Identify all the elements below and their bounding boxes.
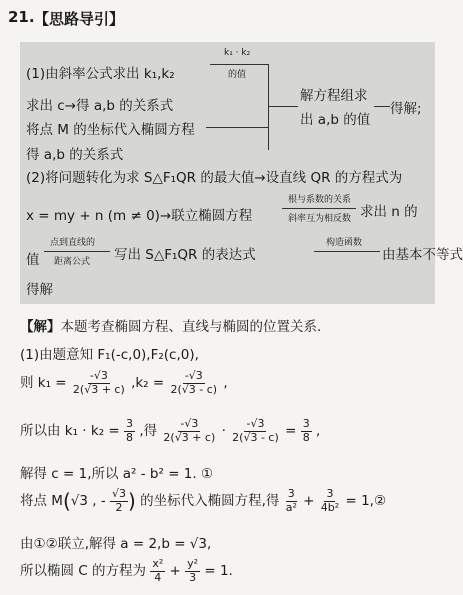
question-number: 21. <box>8 8 35 26</box>
guide-bracket-out <box>268 106 298 107</box>
guide-step2-line4: 得解 <box>26 282 53 298</box>
guide-step3-line3c: 由基本不等式 <box>382 247 463 263</box>
solution-intro-text: 本题考查椭圆方程、直线与椭圆的位置关系. <box>60 319 322 335</box>
line5-end: = 1,② <box>345 493 387 510</box>
guide-arrow3-top: 点到直线的 <box>50 238 96 248</box>
guide-arrow2-line <box>282 208 356 209</box>
line3-end: , <box>315 423 321 440</box>
guide-step2-line2b: 求出 n 的 <box>360 204 418 220</box>
guide-arrow1-line <box>210 64 268 65</box>
line7-plus: + <box>169 563 181 580</box>
line2-end: , <box>223 375 228 392</box>
k1-fraction-repeat: $\frac{-√3}{2(√3 + c)}$ <box>163 417 216 444</box>
guide-arrow3-line <box>44 251 110 252</box>
equals-sign: = <box>285 423 297 440</box>
guide-arrow1-top: k₁ · k₂ <box>224 48 251 58</box>
ellipse-term2: $\frac{3}{\text{4b²}}$ <box>320 487 340 514</box>
left-paren: ( <box>62 489 71 514</box>
line2-mid: ,k₂ = <box>131 375 165 392</box>
guide-step2-line2a: x = my + n (m ≠ 0)→联立椭圆方程 <box>26 208 253 224</box>
guide-arrow4-top: 构造函数 <box>326 238 363 248</box>
line7-end: = 1. <box>204 563 233 580</box>
guide-arrow4-line <box>314 251 380 252</box>
solution-intro <box>20 315 321 335</box>
solution-line3 <box>20 418 320 444</box>
ellipse-x-term: $\frac{\text{x²}}{4}$ <box>152 557 164 584</box>
solution-heading: 【解】 <box>20 319 61 335</box>
line3-mid: ,得 <box>139 423 158 440</box>
solution-line4: 解得 c = 1,所以 a² - b² = 1. ① <box>20 466 214 482</box>
line7-prefix: 所以椭圆 C 的方程为 <box>20 563 147 580</box>
guide-arrow2-bottom: 斜率互为相反数 <box>288 214 352 224</box>
line2-prefix: 则 k₁ = <box>20 375 67 392</box>
guide-merge-top: 解方程组求 <box>300 88 368 104</box>
guide-bracket <box>268 64 269 150</box>
solution-line1: (1)由题意知 F₁(-c,0),F₂(c,0), <box>20 347 199 363</box>
guide-arrow2-top: 根与系数的关系 <box>288 195 352 205</box>
guide-step3-line3a: 值 <box>26 252 40 268</box>
k2-fraction: $\frac{-√3}{2(√3 - c)}$ <box>170 369 218 396</box>
guide-arrow1-bottom: 的值 <box>228 70 247 80</box>
thinking-guide-box <box>20 42 463 304</box>
guide-step3-line3b: 写出 S△F₁QR 的表达式 <box>114 247 256 263</box>
solution-line2 <box>20 370 228 396</box>
guide-result: 得解; <box>390 101 422 117</box>
line5-plus: + <box>303 493 315 510</box>
line5-prefix: 将点 M <box>20 493 63 510</box>
guide-step1-line3: 将点 M 的坐标代入椭圆方程 <box>26 122 195 138</box>
right-paren: ) <box>128 489 136 514</box>
ellipse-term1: $\frac{3}{\text{a²}}$ <box>285 487 297 514</box>
point-y-fraction: $\frac{√3}{2}$ <box>112 487 127 514</box>
three-eighths-fraction-2: $\frac{3}{8}$ <box>302 417 310 444</box>
multiply-dot: · <box>221 423 226 440</box>
point-coord: √3 , - <box>70 493 106 510</box>
thinking-guide-label: 【思路导引】 <box>34 10 125 28</box>
guide-step1-line2: 求出 c→得 a,b 的关系式 <box>26 98 174 114</box>
solution-line5 <box>20 488 386 514</box>
ellipse-y-term: $\frac{\text{y²}}{3}$ <box>187 557 199 584</box>
line3-prefix: 所以由 k₁ · k₂ = <box>20 423 120 440</box>
solution-line7 <box>20 558 233 584</box>
k2-fraction-repeat: $\frac{-√3}{2(√3 - c)}$ <box>232 417 279 444</box>
guide-merge-arrow <box>374 106 390 107</box>
guide-step2-line1: (2)将问题转化为求 S△F₁QR 的最大值→设直线 QR 的方程式为 <box>26 170 403 186</box>
guide-step1-line4: 得 a,b 的关系式 <box>26 147 124 163</box>
guide-line3-connector <box>206 127 268 128</box>
k1-fraction: $\frac{-√3}{2(√3 + c)}$ <box>72 369 125 396</box>
guide-merge-bottom: 出 a,b 的值 <box>300 112 371 128</box>
solution-line6: 由①②联立,解得 a = 2,b = √3, <box>20 536 212 552</box>
line5-mid: 的坐标代入椭圆方程,得 <box>140 493 280 510</box>
guide-step1-line1: (1)由斜率公式求出 k₁,k₂ <box>26 66 175 82</box>
guide-arrow3-bottom: 距离公式 <box>54 257 91 267</box>
three-eighths-fraction: $\frac{3}{8}$ <box>126 417 134 444</box>
